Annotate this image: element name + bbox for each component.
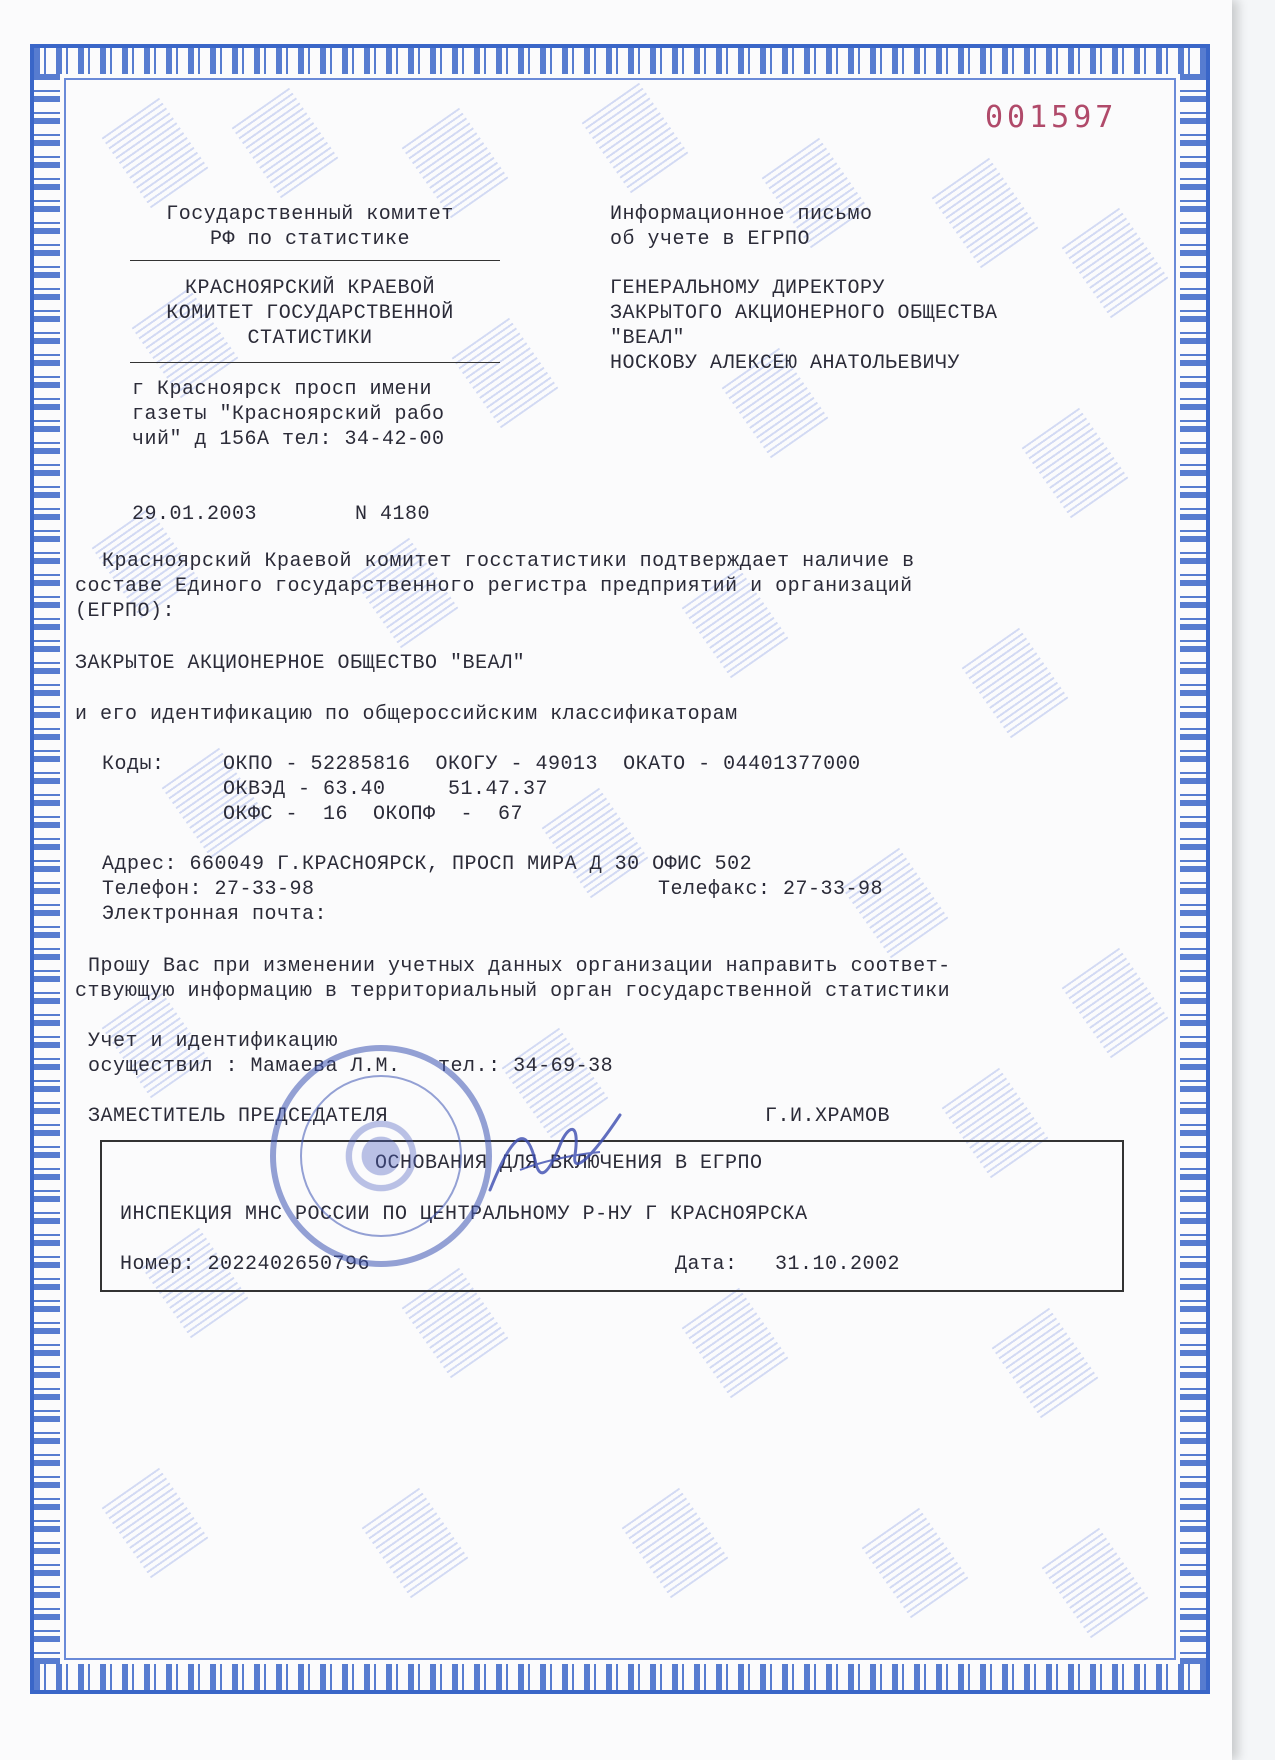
serial-number: 001597 — [985, 100, 1118, 135]
basis-number: Номер: 2022402650796 — [120, 1253, 371, 1276]
addressee-line2: ЗАКРЫТОГО АКЦИОНЕРНОГО ОБЩЕСТВА — [610, 302, 998, 325]
request-line1: Прошу Вас при изменении учетных данных организации направить соответ- — [88, 955, 951, 978]
confirmation-line3: (ЕГРПО): — [75, 600, 176, 623]
eagle-emblem-icon — [336, 1111, 426, 1201]
identification-line: и его идентификацию по общероссийским классификаторам — [75, 703, 738, 726]
letter-title-line1: Информационное письмо — [610, 203, 873, 226]
issuer-org-line1: КРАСНОЯРСКИЙ КРАЕВОЙ — [184, 277, 436, 300]
letter-title-line2: об учете в ЕГРПО — [610, 228, 811, 251]
divider — [130, 260, 500, 261]
official-seal-stamp — [270, 1045, 492, 1267]
company-phone: Телефон: 27-33-98 — [102, 878, 315, 901]
deputy-chairman-name: Г.И.ХРАМОВ — [765, 1105, 891, 1128]
border-pattern-right — [1180, 74, 1206, 1664]
basis-authority: ИНСПЕКЦИЯ МНС РОССИИ ПО ЦЕНТРАЛЬНОМУ Р-НУ Г КРАСНОЯРСКА — [120, 1203, 808, 1226]
registered-by-line2: осуществил : Мамаева Л.М. тел.: 34-69-38 — [88, 1055, 614, 1078]
divider — [130, 362, 500, 363]
border-pattern-top — [34, 48, 1206, 74]
issuer-address-line3: чий" д 156А тел: 34-42-00 — [132, 428, 445, 451]
letter-date: 29.01.2003 — [132, 503, 258, 526]
company-name: ЗАКРЫТОЕ АКЦИОНЕРНОЕ ОБЩЕСТВО "ВЕАЛ" — [75, 652, 526, 675]
addressee-line1: ГЕНЕРАЛЬНОМУ ДИРЕКТОРУ — [610, 277, 886, 300]
confirmation-line1: Красноярский Краевой комитет госстатистики подтверждает наличие в — [102, 550, 915, 573]
codes-label: Коды: — [102, 753, 165, 776]
confirmation-line2: составе Единого государственного регистра предприятий и организаций — [75, 575, 913, 598]
codes-line3: ОКФС - 16 ОКОПФ - 67 — [223, 803, 524, 826]
border-pattern-bottom — [34, 1664, 1206, 1690]
codes-line2: ОКВЭД - 63.40 51.47.37 — [223, 778, 549, 801]
issuer-line2: РФ по статистике — [209, 228, 411, 251]
company-address: Адрес: 660049 Г.КРАСНОЯРСК, ПРОСП МИРА Д 30 ОФИС 502 — [102, 853, 753, 876]
basis-date: Дата: 31.10.2002 — [675, 1253, 901, 1276]
registered-by-line1: Учет и идентификацию — [88, 1030, 339, 1053]
letter-number: N 4180 — [355, 503, 431, 526]
border-pattern-left — [34, 74, 60, 1664]
basis-title: ОСНОВАНИЯ ДЛЯ ВКЛЮЧЕНИЯ В ЕГРПО — [375, 1152, 763, 1175]
issuer-line1: Государственный комитет — [166, 203, 454, 226]
issuer-address-line2: газеты "Красноярский рабо — [132, 403, 445, 426]
addressee-line4: НОСКОВУ АЛЕКСЕЮ АНАТОЛЬЕВИЧУ — [610, 352, 961, 375]
addressee-line3: "ВЕАЛ" — [610, 327, 686, 350]
signature — [480, 1100, 630, 1210]
company-fax: Телефакс: 27-33-98 — [658, 878, 884, 901]
issuer-org-line2: КОМИТЕТ ГОСУДАРСТВЕННОЙ — [166, 302, 454, 325]
company-email: Электронная почта: — [102, 903, 328, 926]
issuer-org-line3: СТАТИСТИКИ — [247, 327, 373, 350]
request-line2: ствующую информацию в территориальный орган государственной статистики — [75, 980, 951, 1003]
issuer-address-line1: г Красноярск просп имени — [132, 378, 433, 401]
deputy-chairman-title: ЗАМЕСТИТЕЛЬ ПРЕДСЕДАТЕЛЯ — [88, 1105, 389, 1128]
codes-line1: ОКПО - 52285816 ОКОГУ - 49013 ОКАТО - 04401377000 — [223, 753, 861, 776]
